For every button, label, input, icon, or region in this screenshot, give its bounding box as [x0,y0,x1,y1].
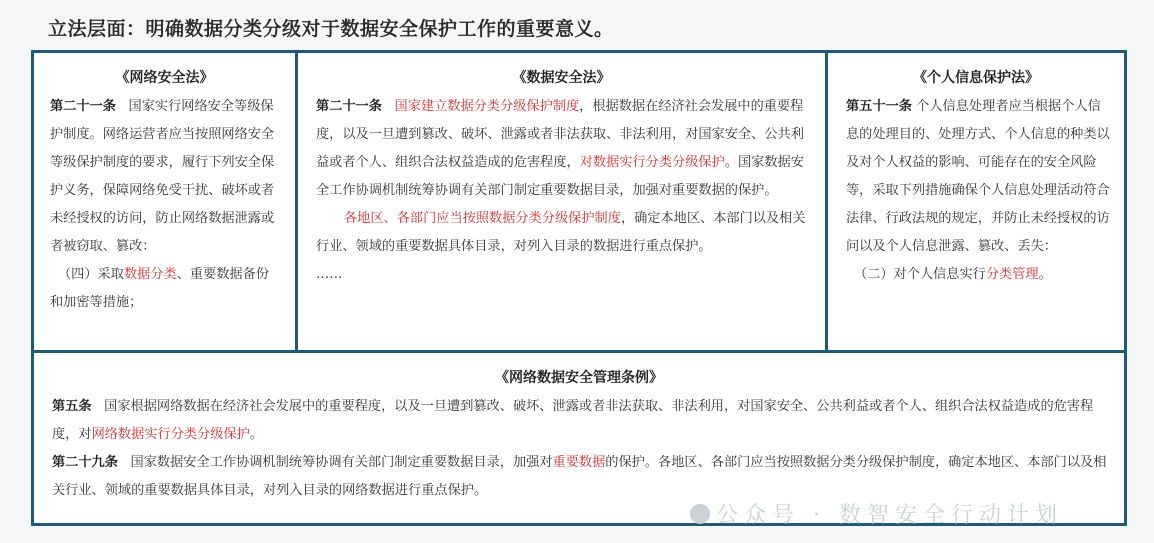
article-text: 的保护。各地区、各部门应当按照数据分类分级保护制度，确定本地区、本部门以及相关行业、领域的重要数据具体目录，对列入目录的网络数据进行重点保护。 [52,455,1107,498]
article-text: 个人信息处理者应当根据个人信息的处理目的、处理方式、个人信息的种类以及对个人权益的影响、可能存在的安全风险等，采取下列措施确保个人信息处理活动符合法律、行政法规的规定，并防止未经授权的访问以及个人信息泄露、篡改、丢失： [846,99,1110,254]
data-security-law-body [298,93,825,289]
cybersecurity-law-body [34,93,295,317]
article-text: 。 [249,427,263,442]
ellipsis: …… [316,267,343,282]
cybersecurity-law-box [31,50,298,353]
article-text: ，确定本地区、本部门以及相关行业、领域的重要数据具体目录，对列入目录的数据进行重点保护。 [316,211,806,254]
article-number: 第二十一条 [316,99,382,114]
article-number: 第五十一条 [846,99,912,114]
article-text: 。国家数据安全工作协调机制统筹协调有关部门制定重要数据目录，加强对重要数据的保护。 [316,155,804,198]
watermark [690,498,1063,529]
highlight-text: 对数据实行分类分级保护 [579,155,725,170]
network-data-regulation-body [34,393,1124,505]
clause-text: （四）采取 [58,267,124,282]
watermark-text: 公众号 · 数智安全行动计划 [716,503,1063,528]
personal-info-law-body [828,93,1124,289]
article-text: 国家数据安全工作协调机制统筹协调有关部门制定重要数据目录，加强对 [130,455,553,470]
clause-text-tail: 、重要数据备份和加密等措施； [50,267,269,310]
data-security-law-box [295,50,828,353]
article-number: 第五条 [52,399,92,414]
highlight-text: 重要数据 [552,455,606,470]
highlight-text: 国家建立数据分类分级保护制度 [394,99,580,114]
article-number: 第二十九条 [52,455,118,470]
data-security-law-title: 《数据安全法》 [512,70,611,86]
personal-info-law-title: 《个人信息保护法》 [913,70,1039,86]
clause-text-tail: 。 [1038,267,1052,282]
highlight-text: 数据分类 [123,267,177,282]
article-text: ，根据数据在经济社会发展中的重要程度，以及一旦遭到篡改、破坏、泄露或者非法获取、非法利用，对国家安全、公共利益或者个人、组织合法权益造成的危害程度， [316,99,804,170]
personal-info-law-box [825,50,1127,353]
article-text: 国家实行网络安全等级保护制度。网络运营者应当按照网络安全等级保护制度的要求，履行下列安全保护义务，保障网络免受干扰、破坏或者未经授权的访问，防止网络数据泄露或者被窃取、篡改： [50,99,275,254]
cybersecurity-law-title: 《网络安全法》 [115,70,214,86]
highlight-text: 网络数据实行分类分级保护 [91,427,250,442]
highlight-text: 各地区、各部门应当按照数据分类分级保护制度 [344,211,621,226]
article-text: 国家根据网络数据在经济社会发展中的重要程度，以及一旦遭到篡改、破坏、泄露或者非法获取、非法利用，对国家安全、公共利益或者个人、组织合法权益造成的危害程度，对 [52,399,1094,442]
article-number: 第二十一条 [50,99,116,114]
page-heading: 立法层面：明确数据分类分级对于数据安全保护工作的重要意义。 [48,18,614,40]
highlight-text: 分类管理 [985,267,1039,282]
clause-text: （二）对个人信息实行 [854,267,986,282]
network-data-regulation-title: 《网络数据安全管理条例》 [495,370,663,386]
wechat-logo-icon [690,504,710,524]
